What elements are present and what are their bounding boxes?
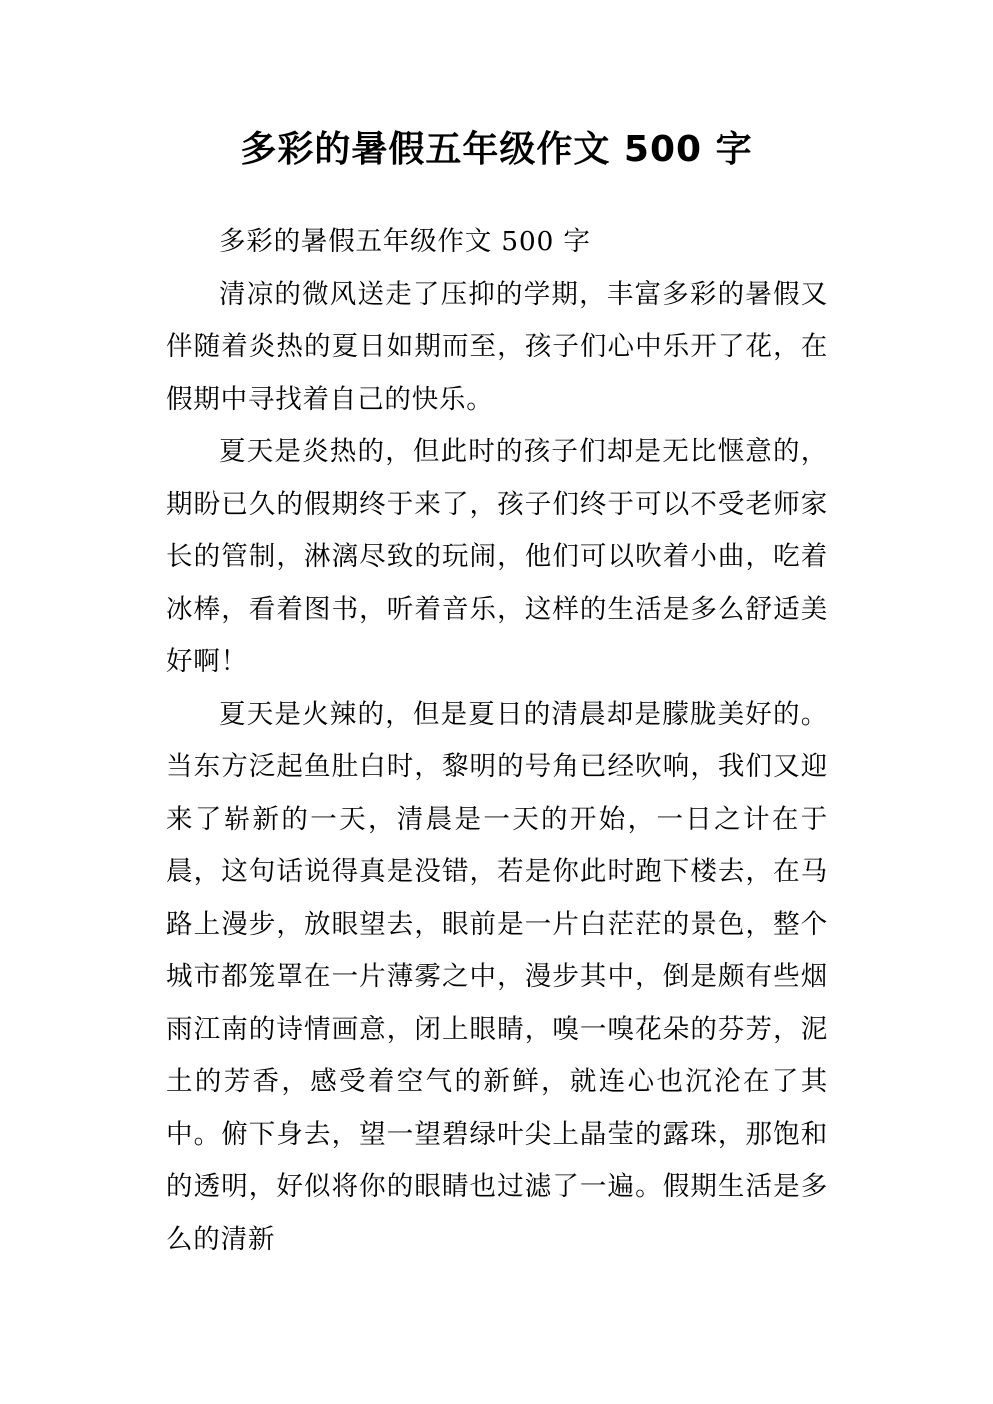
paragraph-subtitle: 多彩的暑假五年级作文 500 字: [219, 226, 591, 257]
paragraph-1: 清凉的微风送走了压抑的学期，丰富多彩的暑假又伴随着炎热的夏日如期而至，孩子们心中乐开了花，在假期中寻找着自己的快乐。: [166, 278, 828, 415]
document-title: 多彩的暑假五年级作文 500 字: [240, 129, 753, 170]
paragraph-2: 夏天是炎热的，但此时的孩子们却是无比惬意的，期盼已久的假期终于来了，孩子们终于可以不受老师家长的管制，淋漓尽致的玩闹，他们可以吹着小曲，吃着冰棒，看着图书，听着音乐，这样的生活是多么舒适美好啊！: [166, 436, 828, 677]
document-body: [166, 216, 828, 1266]
paragraph-3: 夏天是火辣的，但是夏日的清晨却是朦胧美好的。当东方泛起鱼肚白时，黎明的号角已经吹响，我们又迎来了崭新的一天，清晨是一天的开始，一日之计在于晨，这句话说得真是没错，若是你此时跑下楼去，在马路上漫步，放眼望去，眼前是一片白茫茫的景色，整个城市都笼罩在一片薄雾之中，漫步其中，倒是颇有些烟雨江南的诗情画意，闭上眼睛，嗅一嗅花朵的芬芳，泥土的芳香，感受着空气的新鲜，就连心也沉沦在了其中。俯下身去，望一望碧绿叶尖上晶莹的露珠，那饱和的透明，好似将你的眼睛也过滤了一遍。假期生活是多么的清新: [166, 698, 828, 1255]
